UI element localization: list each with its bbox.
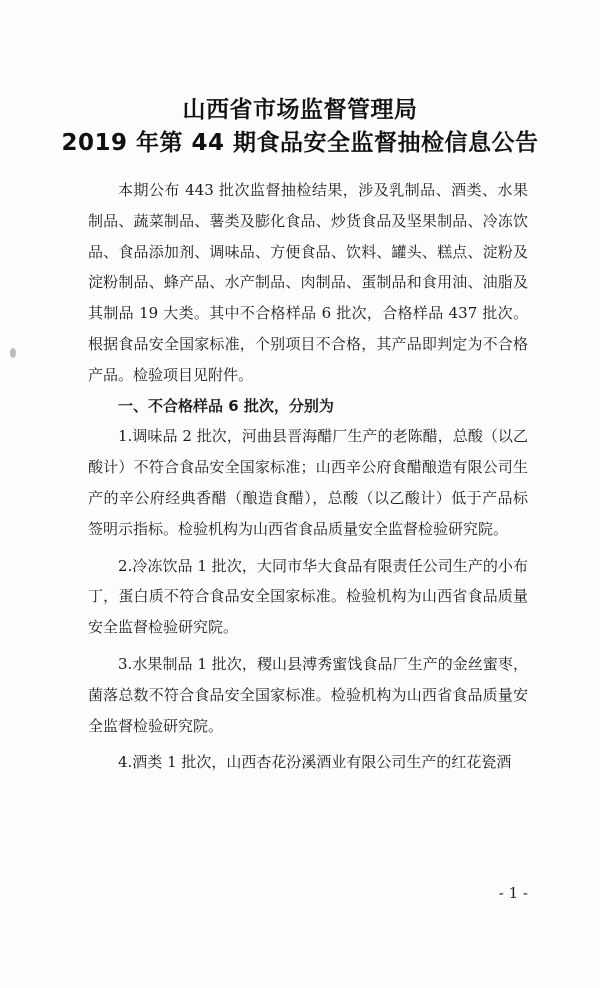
title-agency: 山西省市场监督管理局	[182, 97, 418, 123]
item-fruit-products: 3.水果制品 1 批次，稷山县溥秀蜜饯食品厂生产的金丝蜜枣，菌落总数不符合食品安全国家标准。检验机构为山西省食品质量安全监督检验研究院。	[88, 654, 528, 735]
document-body	[88, 175, 528, 778]
item-frozen-drinks: 2.冷冻饮品 1 批次，大同市华大食品有限责任公司生产的小布丁，蛋白质不符合食品安全国家标准。检验机构为山西省食品质量安全监督检验研究院。	[88, 556, 528, 637]
intro-paragraph: 本期公布 443 批次监督抽检结果，涉及乳制品、酒类、水果制品、蔬菜制品、薯类及膨化食品、炒货食品及坚果制品、冷冻饮品、食品添加剂、调味品、方便食品、饮料、罐头、糕点、淀粉及淀粉制品、蜂产品、水产制品、肉制品、蛋制品和食用油、油脂及其制品 19 大类。其中不合格样品 6 批次，合格样品 437 批次。根据食品安全国家标准，个别项目不合格，其产品即判定为不合格产品。检验项目见附件。	[88, 181, 528, 384]
title-announcement: 2019 年第 44 期食品安全监督抽检信息公告	[61, 130, 539, 156]
item-condiments: 1.调味品 2 批次，河曲县晋海醋厂生产的老陈醋，总酸（以乙酸计）不符合食品安全国家标准；山西辛公府食醋酿造有限公司生产的辛公府经典香醋（酿造食醋），总酸（以乙酸计）低于产品标签明示指标。检验机构为山西省食品质量安全监督检验研究院。	[88, 427, 528, 538]
item-liquor: 4.酒类 1 批次，山西杏花汾溪酒业有限公司生产的红花瓷酒	[118, 753, 512, 772]
binding-hole-mark	[10, 348, 16, 358]
section-heading-unqualified: 一、不合格样品 6 批次，分别为	[118, 396, 334, 415]
page-number: - 1 -	[498, 884, 528, 902]
